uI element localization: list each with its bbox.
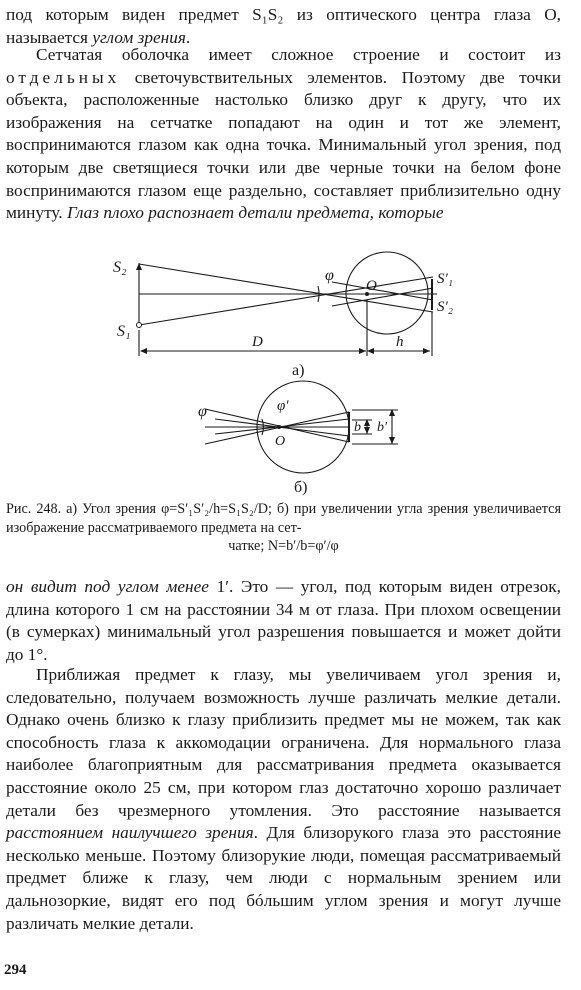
paragraph-1-text: под которым виден предмет S₁S₂ из оптического центра глаза O, называется: [6, 5, 561, 47]
paragraph-2-italic: Глаз плохо распознает детали предмета, которые: [66, 203, 444, 223]
page-number: 294: [4, 962, 27, 978]
label-b-prime: b′: [377, 420, 388, 435]
point-s1: [137, 323, 142, 328]
paragraph-2-text-b: светочувствительных элементов. Поэтому две точки объекта, расположенные настолько близко друг к другу, что их изображения на сетчатке попадают на один и тот же элемент, воспринимаются глазом как одна точка. Минимальный угол зрения, под которым две светящиеся точки или две черные точки на белом фоне воспринимаются глазом еще раздельно, составляет приблизительно одну минуту.: [6, 67, 561, 223]
label-phi-prime: φ′: [277, 398, 289, 414]
label-h: h: [396, 334, 404, 350]
label-s2-prime: S′₂: [437, 299, 453, 315]
paragraph-3-italic: он видит под углом менее: [6, 577, 209, 596]
label-o-b: O: [275, 434, 286, 449]
paragraph-3-text: 1′. Это — угол, под которым виден отрезок, длина которого 1 см на расстоянии 34 м от глаза. При плохом освещении (в сумерках) минимальный угол разрешения повышается и может дойти до 1°.: [6, 577, 561, 664]
caption-line-1: Рис. 248. а) Угол зрения φ=S′₁S′₂/h=S₁S₂/D; б) при увеличении угла зрения увеличивается изображение рассматриваемого предмета на сет-: [6, 501, 561, 536]
label-o-a: O: [366, 278, 377, 294]
ray-lower: [139, 277, 433, 325]
label-s1: S₁: [117, 323, 131, 340]
figure-b: [205, 381, 398, 473]
center-o-b: [277, 425, 281, 429]
label-s2: S₂: [113, 259, 127, 276]
ray-upper: [139, 264, 433, 312]
eye-ball-a: [346, 252, 428, 334]
label-d: D: [252, 334, 263, 350]
paragraph-3: [6, 576, 561, 666]
paragraph-4: [6, 664, 561, 935]
label-b: b: [354, 420, 361, 435]
figure-b-caption: б): [294, 479, 308, 496]
term-visual-angle: углом зрения: [92, 27, 186, 47]
label-phi-a: φ: [325, 267, 334, 284]
paragraph-4-text-b: . Для близорукого глаза это расстояние несколько меньше. Поэтому близорукие люди, помещая рассматриваемый предмет ближе к глазу, чем люди с нормальным зрением или дальнозоркие, видят его под бóльшим углом зрения и могут лучше различать мелкие детали.: [6, 823, 561, 933]
term-best-vision-distance: расстоянием наилучшего зрения: [6, 823, 254, 843]
figure-caption: [6, 500, 561, 556]
label-s1-prime: S′₁: [437, 271, 453, 287]
caption-line-2: чатке; N=b′/b=φ′/φ: [228, 538, 339, 554]
figure-a: [139, 252, 437, 356]
paragraph-2-text-a: Сетчатая оболочка имеет сложное строение и состоит из: [36, 45, 561, 64]
label-phi-b: φ: [198, 403, 207, 420]
paragraph-1-end: .: [185, 27, 191, 47]
paragraph-4-text-a: Приближая предмет к глазу, мы увеличиваем угол зрения и, следовательно, получаем возможность лучше различать мелкие детали. Однако очень близко к глазу приблизить предмет мы не можем, так как способность глаза к аккомодации ограничена. Для нормального глаза наиболее благоприятным для рассматривания предмета оказывается расстояние около 25 см, при котором глаз достаточно хорошо различает детали без чрезмерного утомления. Это расстояние называется: [6, 665, 561, 820]
figure-a-caption: а): [292, 362, 305, 379]
paragraph-2-spaced-word: отдельных: [6, 67, 121, 87]
